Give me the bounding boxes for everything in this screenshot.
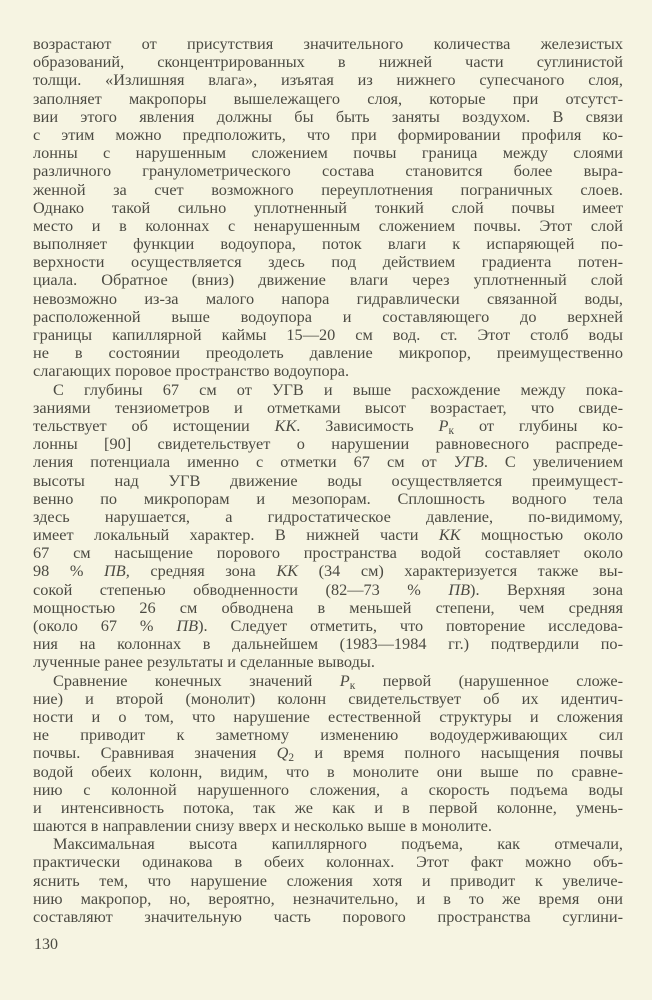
text-segment: слагающих поровое пространство водоупора. xyxy=(33,361,350,381)
italic-term: КК xyxy=(438,525,461,545)
text-line xyxy=(33,290,623,308)
text-segment: С глубины 67 см от УГВ и выше расхождение между пока- xyxy=(53,379,623,399)
text-segment: женной за счет возможного переуплотнения пограничных слоев. xyxy=(33,179,623,199)
text-line xyxy=(33,308,623,326)
text-line xyxy=(33,344,623,362)
italic-term: ПВ xyxy=(176,616,199,635)
text-segment: образований, сконцентрированных в нижней части суглинистой xyxy=(33,52,623,72)
text-segment: 98 % xyxy=(33,561,105,581)
paragraph xyxy=(33,35,623,381)
italic-term: P xyxy=(438,415,449,435)
text-line xyxy=(33,253,623,271)
body-text xyxy=(33,35,623,926)
text-line xyxy=(33,235,623,253)
text-line xyxy=(33,908,623,926)
text-segment: нию макропор, но, вероятно, незначительно, и в то же время они xyxy=(33,888,623,908)
text-segment: и время полного насыщения почвы xyxy=(294,743,623,763)
text-segment: Максимальная высота капиллярного подъема, как отмечали, xyxy=(53,834,623,854)
text-line xyxy=(33,181,623,199)
italic-term: КК xyxy=(276,561,298,581)
text-line xyxy=(33,399,623,417)
text-line xyxy=(33,472,623,490)
text-segment: шаются в направлении снизу вверх и несколько выше в монолите. xyxy=(33,816,492,836)
text-line xyxy=(33,35,623,53)
text-line xyxy=(33,526,623,544)
italic-term: ПВ xyxy=(448,579,471,599)
text-segment: ления потенциала именно с отметки 67 см от xyxy=(33,452,454,472)
text-segment: верхности осуществляется здесь под действием градиента потен- xyxy=(33,252,623,272)
subscript: к xyxy=(349,679,356,692)
text-line xyxy=(33,362,623,380)
text-segment: . Зависимость xyxy=(296,415,439,435)
text-segment: толщи. «Излишняя влага», изъятая из нижнего супесчаного слоя, xyxy=(33,70,623,90)
text-segment: первой (нарушенное сложе- xyxy=(355,670,623,690)
text-line xyxy=(33,781,623,799)
text-line xyxy=(33,490,623,508)
page-number: 130 xyxy=(34,936,58,953)
text-line xyxy=(33,617,623,635)
text-segment: ние) и второй (монолит) колонн свидетельствует об их идентич- xyxy=(33,688,623,708)
italic-term: ПВ, xyxy=(104,561,130,581)
text-segment: мощностью 26 см обводнена в меньшей степени, чем средняя xyxy=(33,597,623,617)
text-segment: почвы. Сравнивая значения xyxy=(33,743,277,763)
text-line xyxy=(33,581,623,599)
text-segment: выполняет функции водоупора, поток влаги к испаряющей по- xyxy=(33,234,623,254)
text-segment: циала. Обратное (вниз) движение влаги через уплотненный слой xyxy=(33,270,623,290)
text-segment: водой обеих колонн, видим, что в монолите они выше по сравне- xyxy=(33,761,623,781)
text-line xyxy=(33,508,623,526)
text-segment: заполняет макропоры вышележащего слоя, которые при отсутст- xyxy=(33,88,623,108)
text-segment: имеет локальный характер. В нижней части xyxy=(33,525,439,545)
text-segment: от глубины ко- xyxy=(454,415,623,435)
text-line xyxy=(33,743,623,765)
text-line xyxy=(33,381,623,399)
text-segment: 67 см насыщение порового пространства водой составляет около xyxy=(33,543,623,563)
text-line xyxy=(33,599,623,617)
text-line xyxy=(33,708,623,726)
text-line xyxy=(33,199,623,217)
text-segment: . С увеличением xyxy=(483,452,623,472)
text-line xyxy=(33,217,623,235)
text-segment: тельствует об истощении xyxy=(33,415,275,435)
text-line xyxy=(33,562,623,580)
text-segment: венно по микропорам и мезопорам. Сплошность водного тела xyxy=(33,488,623,508)
text-segment: заниями тензиометров и отметками высот возрастает, что свиде- xyxy=(33,397,623,417)
text-segment: ). Следует отметить, что повторение исследова- xyxy=(198,616,623,635)
text-segment: мощностью около xyxy=(460,525,623,545)
text-line xyxy=(33,690,623,708)
text-line xyxy=(33,799,623,817)
text-line xyxy=(33,326,623,344)
text-segment: здесь нарушается, а гидростатическое давление, по-видимому, xyxy=(33,506,623,526)
italic-term: КК xyxy=(274,415,297,435)
text-segment: и интенсивность потока, так же как и в первой колонне, умень- xyxy=(33,797,623,817)
text-line xyxy=(33,108,623,126)
text-segment: с этим можно предположить, что при формировании профиля ко- xyxy=(33,124,623,144)
text-line xyxy=(33,853,623,871)
text-line xyxy=(33,635,623,653)
text-line xyxy=(33,162,623,180)
text-segment: Сравнение конечных значений xyxy=(53,670,340,690)
text-line xyxy=(33,835,623,853)
text-line xyxy=(33,544,623,562)
text-line xyxy=(33,763,623,781)
text-line xyxy=(33,144,623,162)
text-segment: возрастают от присутствия значительного количества железистых xyxy=(33,34,623,53)
text-line xyxy=(33,890,623,908)
paragraph xyxy=(33,381,623,672)
text-line xyxy=(33,271,623,289)
text-segment: невозможно из-за малого напора гидравлически связанной воды, xyxy=(33,288,623,308)
text-line xyxy=(33,672,623,690)
subscript: к xyxy=(448,424,455,437)
text-line xyxy=(33,435,623,453)
text-segment: не в состоянии преодолеть давление микропор, преимущественно xyxy=(33,343,623,363)
text-line xyxy=(33,653,623,671)
text-segment: составляют значительную часть порового пространства суглини- xyxy=(33,907,623,926)
text-line xyxy=(33,53,623,71)
text-line xyxy=(33,817,623,835)
text-segment: практически одинакова в обеих колоннах. Этот факт можно объ- xyxy=(33,852,623,872)
text-segment: различного гранулометрического состава становится более выра- xyxy=(33,161,623,181)
text-segment: (около 67 % xyxy=(33,616,177,635)
text-segment: ния на колоннах в дальнейшем (1983—1984 гг.) подтвердили по- xyxy=(33,634,623,654)
text-segment: (34 см) характеризуется также вы- xyxy=(297,561,624,581)
text-segment: лученные ранее результаты и сделанные выводы. xyxy=(33,652,375,672)
text-line xyxy=(33,872,623,890)
italic-term: P xyxy=(339,670,350,690)
text-segment: ). Верхняя зона xyxy=(470,579,624,599)
text-segment: яснить тем, что нарушение сложения хотя и приводит к увеличе- xyxy=(33,870,623,890)
italic-term: Q xyxy=(276,743,289,763)
text-segment: высоты над УГВ движение воды осуществляется преимущест- xyxy=(33,470,623,490)
text-segment: средняя зона xyxy=(129,561,277,581)
text-segment: Однако такой сильно уплотненный тонкий слой почвы имеет xyxy=(33,197,623,217)
text-line xyxy=(33,453,623,471)
text-segment: расположенной выше водоупора и составляющего до верхней xyxy=(33,306,623,326)
text-line xyxy=(33,90,623,108)
text-segment: лонны с нарушенным сложением почвы граница между слоями xyxy=(33,143,623,163)
subscript: 2 xyxy=(288,752,295,765)
text-segment: границы капиллярной каймы 15—20 см вод. ст. Этот столб воды xyxy=(33,325,623,344)
text-segment: не приводит к заметному изменению водоудерживающих сил xyxy=(33,725,623,745)
text-segment: ности и о том, что нарушение естественной структуры и сложения xyxy=(33,706,623,726)
text-line xyxy=(33,417,623,435)
text-segment: вии этого явления должны бы быть заняты воздухом. В связи xyxy=(33,106,623,126)
italic-term: УГВ xyxy=(453,452,484,472)
paragraph xyxy=(33,672,623,836)
text-segment: место и в колоннах с ненарушенным сложением почвы. Этот слой xyxy=(33,215,623,235)
text-segment: лонны [90] свидетельствует о нарушении равновесного распреде- xyxy=(33,434,623,454)
text-line xyxy=(33,126,623,144)
text-line xyxy=(33,71,623,89)
paragraph xyxy=(33,835,623,926)
text-line xyxy=(33,726,623,744)
text-segment: нию с колонной нарушенного сложения, а скорость подъема воды xyxy=(33,779,623,799)
text-segment: сокой степенью обводненности (82—73 % xyxy=(33,579,449,599)
